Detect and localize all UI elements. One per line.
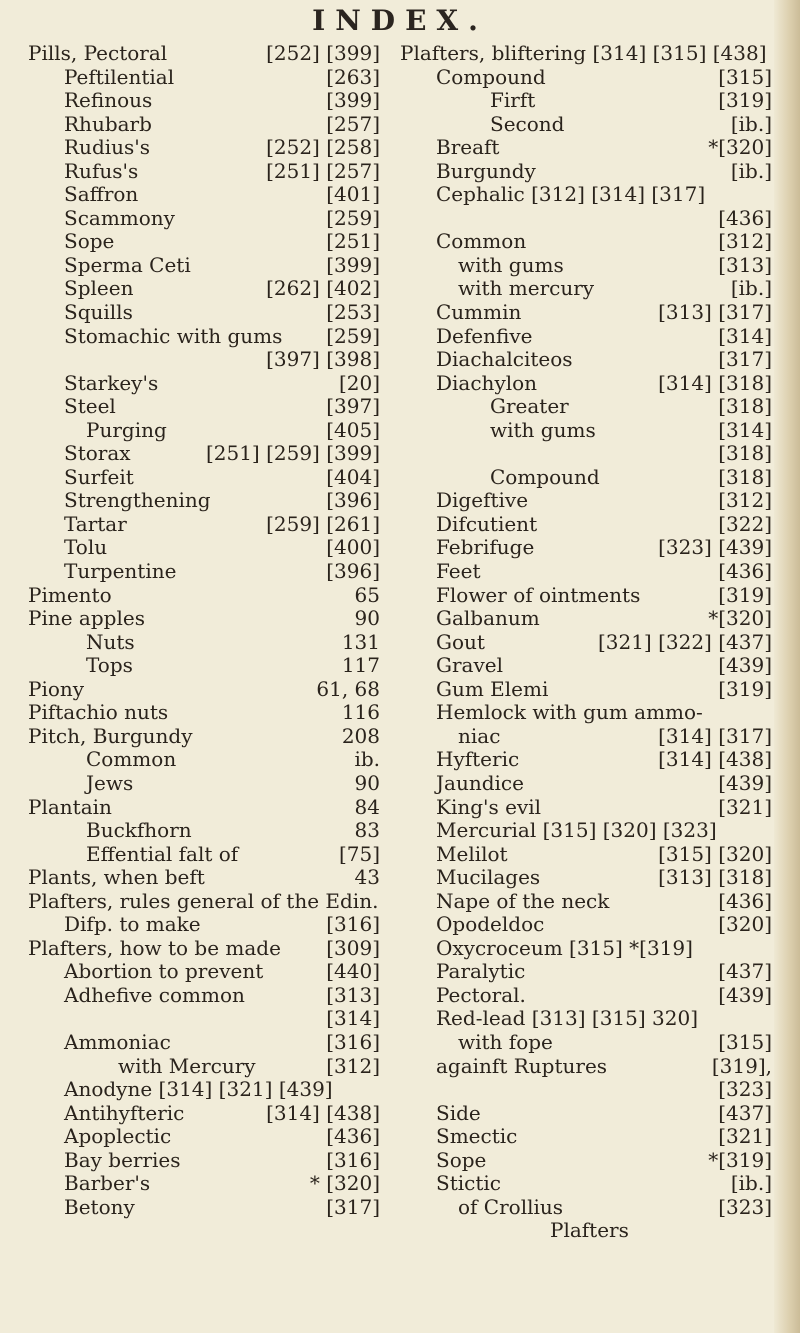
entry-label: Pine apples: [28, 606, 145, 631]
index-entry: [400, 183, 772, 207]
entry-label: Paralytic: [436, 959, 526, 984]
index-entry: [400, 1149, 772, 1173]
entry-label: Spleen: [64, 276, 134, 301]
entry-page-ref: 90: [354, 606, 380, 631]
entry-page-ref: [439]: [718, 653, 772, 678]
index-entry: [400, 1196, 772, 1220]
entry-label: Hyfteric: [436, 747, 520, 772]
entry-label: Pimento: [28, 582, 112, 607]
index-entry: [28, 560, 380, 584]
entry-page-ref: [404]: [326, 464, 380, 489]
index-entry: [400, 984, 772, 1008]
index-entry: [400, 419, 772, 443]
index-entry: [400, 301, 772, 325]
entry-label: Buckfhorn: [86, 818, 192, 843]
entry-label: againft Ruptures: [436, 1053, 608, 1078]
entry-label: Plafters, bliftering [314] [315] [438]: [400, 41, 767, 65]
index-entry: [400, 136, 772, 160]
entry-label: Refinous: [64, 88, 153, 113]
entry-page-ref: [314]: [326, 1006, 380, 1031]
entry-label: Feet: [436, 559, 481, 584]
index-entry: [400, 843, 772, 867]
entry-page-ref: [319]: [718, 88, 772, 113]
index-entry: [28, 772, 380, 796]
index-entry: [400, 89, 772, 113]
entry-label: Bay berries: [64, 1147, 181, 1172]
index-entry: [28, 1125, 380, 1149]
entry-label: Turpentine: [64, 559, 177, 584]
entry-label: Gout: [436, 629, 485, 654]
entry-page-ref: [259]: [326, 205, 380, 230]
entry-label: Gum Elemi: [436, 676, 549, 701]
entry-page-ref: [263]: [326, 64, 380, 89]
index-entry: [28, 701, 380, 725]
entry-page-ref: [437]: [718, 1100, 772, 1125]
left-index-column: [28, 42, 380, 1219]
entry-page-ref: [396]: [326, 488, 380, 513]
entry-page-ref: [323]: [718, 1194, 772, 1219]
index-entry: [28, 866, 380, 890]
page-edge: [774, 0, 800, 1333]
entry-label: with mercury: [458, 276, 595, 301]
index-entry: [400, 160, 772, 184]
entry-label: Flower of ointments: [436, 582, 641, 607]
entry-page-ref: [321]: [718, 794, 772, 819]
index-entry: [400, 207, 772, 231]
index-entry: [400, 1172, 772, 1196]
entry-page-ref: [322]: [718, 511, 772, 536]
index-entry: [400, 466, 772, 490]
entry-page-ref: [309]: [326, 935, 380, 960]
index-entry: [28, 725, 380, 749]
entry-page-ref: 117: [341, 653, 380, 678]
entry-page-ref: [252] [399]: [266, 41, 380, 65]
entry-label: Strengthening: [64, 488, 211, 513]
entry-label: Tops: [86, 653, 133, 678]
entry-page-ref: [313] [318]: [658, 865, 772, 890]
entry-label: Rufus's: [64, 158, 139, 183]
index-entry: [400, 1031, 772, 1055]
index-entry: [400, 113, 772, 137]
index-entry: [28, 631, 380, 655]
entry-page-ref: [316]: [326, 1029, 380, 1054]
entry-page-ref: [318]: [718, 394, 772, 419]
entry-page-ref: [ib.]: [730, 276, 772, 301]
index-entry: [28, 843, 380, 867]
index-entry: [400, 325, 772, 349]
entry-page-ref: [321]: [718, 1124, 772, 1149]
entry-label: Stomachic with gums: [64, 323, 283, 348]
index-entry: [28, 937, 380, 961]
entry-page-ref: [315]: [718, 1029, 772, 1054]
entry-label: Difcutient: [436, 511, 538, 536]
entry-label: Defenfive: [436, 323, 533, 348]
entry-label: Compound: [490, 464, 600, 489]
index-entry: [28, 160, 380, 184]
index-entry: [28, 419, 380, 443]
entry-page-ref: [ib.]: [730, 1171, 772, 1196]
entry-page-ref: 84: [354, 794, 380, 819]
index-entry: [400, 536, 772, 560]
entry-label: Plafters, how to be made: [28, 935, 281, 960]
index-entry: [400, 254, 772, 278]
entry-page-ref: [75]: [338, 841, 380, 866]
entry-page-ref: [400]: [326, 535, 380, 560]
entry-label: Rhubarb: [64, 111, 152, 136]
entry-page-ref: [436]: [326, 1124, 380, 1149]
index-entry: [28, 207, 380, 231]
entry-page-ref: [320]: [718, 912, 772, 937]
entry-page-ref: [314] [438]: [266, 1100, 380, 1125]
entry-page-ref: *[319]: [708, 1147, 772, 1172]
entry-page-ref: [314]: [718, 417, 772, 442]
index-entry: [28, 301, 380, 325]
entry-page-ref: [316]: [326, 1147, 380, 1172]
index-entry: [400, 348, 772, 372]
index-entry: [28, 678, 380, 702]
entry-label: Pills, Pectoral: [28, 41, 168, 65]
index-entry: [400, 395, 772, 419]
entry-page-ref: 116: [341, 700, 380, 725]
index-entry: [28, 536, 380, 560]
entry-page-ref: [436]: [718, 559, 772, 584]
entry-label: Mercurial [315] [320] [323]: [436, 818, 717, 843]
index-entry: [28, 1149, 380, 1173]
index-entry: [400, 796, 772, 820]
entry-label: Ammoniac: [64, 1029, 171, 1054]
entry-label: Diachalciteos: [436, 347, 573, 372]
entry-page-ref: [318]: [718, 441, 772, 466]
entry-label: Purging: [86, 417, 167, 442]
index-entry: [400, 654, 772, 678]
entry-page-ref: [437]: [718, 959, 772, 984]
index-entry: [400, 372, 772, 396]
index-entry: [400, 678, 772, 702]
entry-label: Digeftive: [436, 488, 529, 513]
page-header: INDEX.: [312, 4, 488, 37]
index-entry: [28, 325, 380, 349]
index-entry: [400, 607, 772, 631]
index-entry: [28, 183, 380, 207]
entry-page-ref: [312]: [718, 488, 772, 513]
index-entry: [28, 654, 380, 678]
entry-label: Starkey's: [64, 370, 159, 395]
entry-label: Firft: [490, 88, 536, 113]
entry-label: Common: [86, 747, 177, 772]
entry-label: King's evil: [436, 794, 542, 819]
entry-page-ref: 61, 68: [316, 676, 380, 701]
entry-label: Smectic: [436, 1124, 518, 1149]
entry-label: Steel: [64, 394, 116, 419]
index-entry: [28, 1031, 380, 1055]
entry-page-ref: [323]: [718, 1077, 772, 1102]
index-entry: [28, 89, 380, 113]
index-entry: [400, 748, 772, 772]
entry-page-ref: [399]: [326, 88, 380, 113]
entry-page-ref: [319]: [718, 676, 772, 701]
index-entry: [400, 819, 772, 843]
entry-label: Tolu: [64, 535, 108, 560]
index-entry: [400, 866, 772, 890]
entry-page-ref: [436]: [718, 888, 772, 913]
index-entry: [28, 890, 380, 914]
entry-page-ref: [314] [317]: [658, 723, 772, 748]
entry-page-ref: [253]: [326, 300, 380, 325]
index-entry: [400, 725, 772, 749]
index-entry: [28, 1007, 380, 1031]
entry-label: Common: [436, 229, 527, 254]
entry-label: Nape of the neck: [436, 888, 610, 913]
entry-page-ref: ib.: [354, 747, 380, 772]
entry-page-ref: [251] [257]: [266, 158, 380, 183]
entry-page-ref: [259]: [326, 323, 380, 348]
entry-label: Compound: [436, 64, 546, 89]
entry-page-ref: [251] [259] [399]: [205, 441, 380, 466]
index-entry: [400, 772, 772, 796]
entry-label: Jews: [86, 770, 134, 795]
entry-label: Hemlock with gum ammo-: [436, 700, 703, 725]
entry-page-ref: [257]: [326, 111, 380, 136]
index-entry: [400, 960, 772, 984]
index-entry: [28, 1102, 380, 1126]
entry-label: Anodyne [314] [321] [439]: [64, 1077, 333, 1102]
entry-label: Cephalic [312] [314] [317]: [436, 182, 706, 207]
index-entry: [400, 489, 772, 513]
entry-page-ref: 83: [354, 818, 380, 843]
entry-label: Oxycroceum [315] *[319]: [436, 935, 693, 960]
index-entry: [400, 442, 772, 466]
entry-label: Scammony: [64, 205, 175, 230]
index-entry: [400, 513, 772, 537]
entry-page-ref: [399]: [326, 252, 380, 277]
entry-label: Diachylon: [436, 370, 538, 395]
entry-label: Febrifuge: [436, 535, 535, 560]
entry-page-ref: [ib.]: [730, 111, 772, 136]
index-entry: [28, 442, 380, 466]
index-entry: [400, 584, 772, 608]
entry-page-ref: [259] [261]: [266, 511, 380, 536]
entry-label: Storax: [64, 441, 131, 466]
index-entry: [400, 913, 772, 937]
index-entry: [28, 42, 380, 66]
entry-page-ref: [314] [438]: [658, 747, 772, 772]
entry-page-ref: [319],: [711, 1053, 772, 1078]
entry-page-ref: [397]: [326, 394, 380, 419]
index-entry: [400, 42, 772, 66]
entry-page-ref: [439]: [718, 770, 772, 795]
entry-label: with Mercury: [118, 1053, 256, 1078]
entry-label: Burgundy: [436, 158, 536, 183]
index-entry: [28, 254, 380, 278]
entry-label: Side: [436, 1100, 481, 1125]
entry-page-ref: [315]: [718, 64, 772, 89]
entry-page-ref: *[320]: [708, 606, 772, 631]
entry-page-ref: [439]: [718, 982, 772, 1007]
entry-label: Difp. to make: [64, 912, 201, 937]
entry-page-ref: [401]: [326, 182, 380, 207]
entry-label: Betony: [64, 1194, 135, 1219]
entry-label: Apoplectic: [64, 1124, 172, 1149]
entry-page-ref: [262] [402]: [266, 276, 380, 301]
entry-label: niac: [458, 723, 501, 748]
index-entry: [28, 113, 380, 137]
index-entry: [28, 66, 380, 90]
entry-page-ref: 90: [354, 770, 380, 795]
entry-label: Jaundice: [436, 770, 524, 795]
entry-page-ref: [ib.]: [730, 158, 772, 183]
entry-page-ref: [436]: [718, 205, 772, 230]
entry-label: with gums: [458, 252, 564, 277]
index-entry: [28, 607, 380, 631]
entry-page-ref: [312]: [718, 229, 772, 254]
index-entry: [28, 489, 380, 513]
entry-label: Plants, when beft: [28, 865, 205, 890]
entry-label: Melilot: [436, 841, 508, 866]
index-entry: [28, 748, 380, 772]
entry-label: Surfeit: [64, 464, 134, 489]
entry-label: Sope: [436, 1147, 487, 1172]
index-entry: [28, 960, 380, 984]
entry-label: Red-lead [313] [315] 320]: [436, 1006, 699, 1031]
entry-page-ref: [313] [317]: [658, 300, 772, 325]
entry-page-ref: [314] [318]: [658, 370, 772, 395]
entry-label: Gravel: [436, 653, 503, 678]
entry-page-ref: [323] [439]: [658, 535, 772, 560]
index-entry: [28, 1055, 380, 1079]
entry-label: Stictic: [436, 1171, 501, 1196]
entry-label: Plafters, rules general of the Edin.: [28, 888, 379, 913]
index-entry: [400, 1125, 772, 1149]
entry-page-ref: 131: [341, 629, 380, 654]
index-entry: [28, 1196, 380, 1220]
entry-label: Opodeldoc: [436, 912, 545, 937]
entry-label: Piftachio nuts: [28, 700, 169, 725]
index-entry: [28, 913, 380, 937]
index-entry: [28, 1078, 380, 1102]
entry-label: Abortion to prevent: [64, 959, 264, 984]
index-entry: [400, 937, 772, 961]
index-entry: [28, 984, 380, 1008]
entry-label: Antihyfteric: [64, 1100, 185, 1125]
index-entry: [400, 277, 772, 301]
entry-label: Greater: [490, 394, 569, 419]
entry-page-ref: [318]: [718, 464, 772, 489]
index-entry: [28, 395, 380, 419]
entry-page-ref: 65: [354, 582, 380, 607]
index-entry: [400, 230, 772, 254]
entry-label: Galbanum: [436, 606, 540, 631]
entry-label: Effential falt of: [86, 841, 239, 866]
entry-label: Cummin: [436, 300, 522, 325]
index-entry: [28, 819, 380, 843]
index-entry: [28, 136, 380, 160]
index-entry: [400, 1219, 772, 1243]
index-entry: [28, 584, 380, 608]
entry-page-ref: [405]: [326, 417, 380, 442]
entry-label: Sperma Ceti: [64, 252, 191, 277]
index-entry: [28, 230, 380, 254]
entry-label: Sope: [64, 229, 115, 254]
entry-label: Barber's: [64, 1171, 151, 1196]
entry-label: Piony: [28, 676, 85, 701]
index-entry: [400, 631, 772, 655]
index-entry: [400, 1055, 772, 1079]
entry-label: Plafters: [550, 1218, 629, 1243]
entry-page-ref: * [320]: [309, 1171, 380, 1196]
entry-label: Second: [490, 111, 565, 136]
entry-page-ref: [20]: [338, 370, 380, 395]
entry-page-ref: [316]: [326, 912, 380, 937]
entry-label: Saffron: [64, 182, 139, 207]
entry-page-ref: [321] [322] [437]: [597, 629, 772, 654]
index-entry: [28, 796, 380, 820]
entry-page-ref: [397] [398]: [266, 347, 380, 372]
entry-label: Squills: [64, 300, 133, 325]
entry-label: Plantain: [28, 794, 112, 819]
right-index-column: [400, 42, 772, 1243]
entry-page-ref: 208: [341, 723, 380, 748]
entry-page-ref: [312]: [326, 1053, 380, 1078]
index-entry: [400, 66, 772, 90]
entry-label: Rudius's: [64, 135, 151, 160]
entry-page-ref: [440]: [326, 959, 380, 984]
entry-label: Breaft: [436, 135, 500, 160]
entry-label: Peftilential: [64, 64, 175, 89]
entry-page-ref: [317]: [718, 347, 772, 372]
index-entry: [28, 348, 380, 372]
entry-label: Adhefive common: [64, 982, 245, 1007]
entry-page-ref: *[320]: [708, 135, 772, 160]
entry-label: of Crollius: [458, 1194, 564, 1219]
index-entry: [400, 890, 772, 914]
entry-page-ref: [251]: [326, 229, 380, 254]
entry-label: with gums: [490, 417, 596, 442]
entry-page-ref: [313]: [718, 252, 772, 277]
entry-label: Nuts: [86, 629, 135, 654]
entry-page-ref: [396]: [326, 559, 380, 584]
entry-page-ref: [313]: [326, 982, 380, 1007]
index-entry: [28, 372, 380, 396]
index-entry: [28, 513, 380, 537]
entry-page-ref: [252] [258]: [266, 135, 380, 160]
index-entry: [400, 560, 772, 584]
entry-page-ref: [319]: [718, 582, 772, 607]
entry-label: Pectoral.: [436, 982, 526, 1007]
index-entry: [28, 466, 380, 490]
index-entry: [400, 701, 772, 725]
entry-label: Tartar: [64, 511, 127, 536]
entry-page-ref: 43: [354, 865, 380, 890]
index-entry: [28, 277, 380, 301]
entry-page-ref: [314]: [718, 323, 772, 348]
entry-page-ref: [315] [320]: [658, 841, 772, 866]
index-entry: [400, 1078, 772, 1102]
index-entry: [400, 1102, 772, 1126]
entry-page-ref: [317]: [326, 1194, 380, 1219]
entry-label: Pitch, Burgundy: [28, 723, 193, 748]
entry-label: Mucilages: [436, 865, 541, 890]
index-entry: [28, 1172, 380, 1196]
index-entry: [400, 1007, 772, 1031]
entry-label: with fope: [458, 1029, 553, 1054]
